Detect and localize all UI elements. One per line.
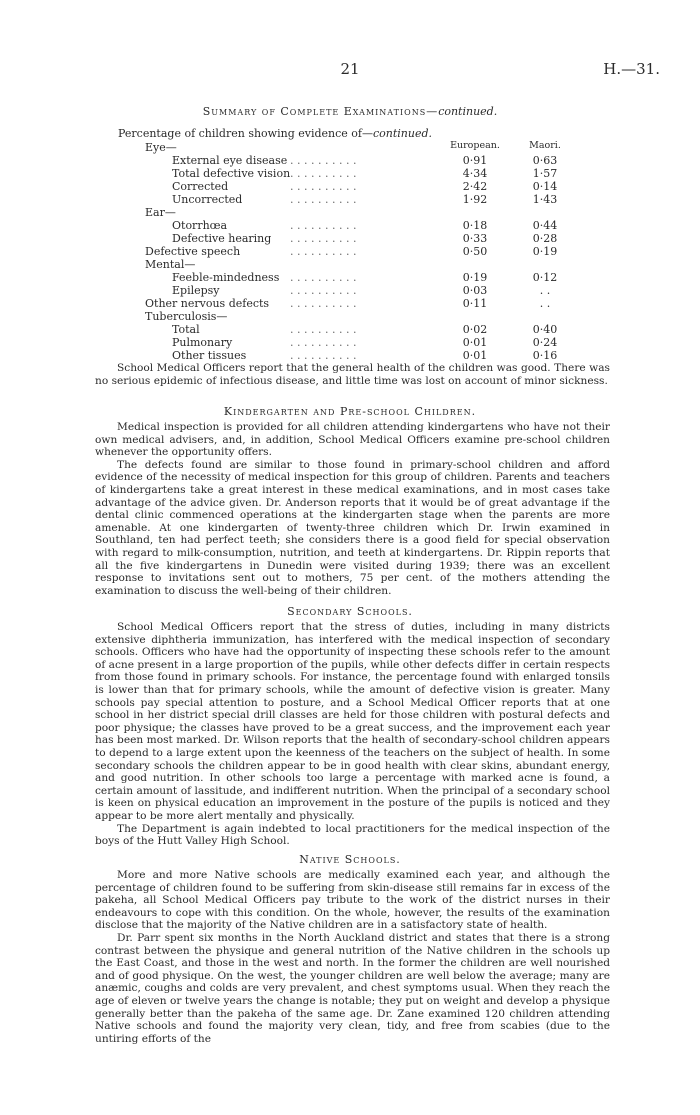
secondary-section bbox=[95, 621, 610, 848]
leader-dots: . . . . . . . . . . bbox=[290, 219, 357, 232]
table-cell-maori: 0·19 bbox=[532, 245, 558, 258]
table-row-label: Corrected bbox=[172, 180, 229, 193]
table-cell-european: 0·11 bbox=[462, 297, 488, 310]
secondary-paragraph: The Department is again indebted to local practitioners for the medical inspection of the boys of the Hutt Valley High School. bbox=[95, 822, 610, 848]
summary-subtitle bbox=[118, 127, 432, 140]
table-cell-european: 0·50 bbox=[462, 245, 488, 258]
group-label-eye: Eye— bbox=[145, 141, 177, 154]
secondary-title: Secondary Schools. bbox=[287, 605, 413, 618]
leader-dots: . . . . . . . . . . bbox=[290, 167, 357, 180]
leader-dots: . . . . . . . . . . bbox=[290, 349, 357, 362]
table-cell-maori: 0·40 bbox=[532, 323, 558, 336]
leader-dots: . . . . . . . . . . bbox=[290, 284, 357, 297]
table-cell-maori: 1·57 bbox=[532, 167, 558, 180]
column-header-maori: Maori. bbox=[529, 140, 561, 151]
table-row-label: Total defective vision bbox=[172, 167, 291, 180]
table-cell-european: 2·42 bbox=[462, 180, 488, 193]
summary-note bbox=[95, 362, 610, 387]
table-cell-european: 4·34 bbox=[462, 167, 488, 180]
table-row-label: Otorrhœa bbox=[172, 219, 228, 232]
table-cell-european: 0·19 bbox=[462, 271, 488, 284]
group-label-tuberculosis: Tuberculosis— bbox=[145, 310, 228, 323]
column-header-european: European. bbox=[450, 140, 500, 151]
native-section bbox=[95, 869, 610, 1045]
table-cell-european: 0·01 bbox=[462, 336, 488, 349]
table-cell-maori: 0·14 bbox=[532, 180, 558, 193]
summary-title-continued: continued. bbox=[438, 105, 498, 118]
leader-dots: . . . . . . . . . . bbox=[290, 323, 357, 336]
table-row-label: Epilepsy bbox=[172, 284, 220, 297]
table-cell-european: 0·18 bbox=[462, 219, 488, 232]
kindergarten-paragraph: The defects found are similar to those found in primary-school children and afford evidence of the necessity of medical inspection for this group of children. Parents and teachers of kindergartens take a great interest in these medical examinations, and in most cases take advantage of the advice given. Dr. Anderson reports that it would be of great advantage if the dental clinic commenced operations at the kindergarten stage when the parents are more amenable. At one kindergarten of twenty-three children which Dr. Irwin examined in Southland, ten had perfect teeth; she considers there is a good field for special observation with regard to milk-consumption, nutrition, and teeth at kindergartens. Dr. Rippin reports that all the five kindergartens in Dunedin were visited during 1939; there was an excellent response to invitations sent out to mothers, 75 per cent. of the mothers attending the examination to discuss the well-being of their children. bbox=[95, 458, 610, 597]
leader-dots: . . . . . . . . . . bbox=[290, 271, 357, 284]
table-row-label: Other tissues bbox=[172, 349, 247, 362]
leader-dots: . . . . . . . . . . bbox=[290, 232, 357, 245]
table-row-label: External eye disease bbox=[172, 154, 288, 167]
secondary-paragraph: School Medical Officers report that the stress of duties, including in many districts extensive diphtheria immunization, has interfered with the medical inspection of secondary schools. Officers who have had the opportunity of inspecting these schools refer to the amount of acne present in a large proportion of the pupils, while other defects differ in certain respects from those found in primary schools. For instance, the percentage found with enlarged tonsils is lower than that for primary schools, while the amount of defective vision is greater. Many schools pay special attention to posture, and a School Medical Officer reports that at one school in her district special drill classes are held for those children with postural defects and poor physique; the classes have proved to be a great success, and the improvement each year has been most marked. Dr. Wilson reports that the health of secondary-school children appears to depend to a large extent upon the keenness of the teachers on the subject of health. In some secondary schools the children appear to be in good health with clear skins, abundant energy, and good nutrition. In other schools too large a percentage with marked acne is found, a certain amount of lassitude, and indifferent nutrition. When the principal of a secondary school is keen on physical education an improvement in the posture of the pupils is noticed and they appear to be more alert mentally and physically. bbox=[95, 621, 611, 822]
leader-dots: . . . . . . . . . . bbox=[290, 193, 357, 206]
table-cell-maori: 0·28 bbox=[532, 232, 558, 245]
native-paragraph: Dr. Parr spent six months in the North Auckland district and states that there is a strong contrast between the physique and general nutrition of the Native children in the schools up the East Coast, and those in the west and north. In the former the children are well nourished and of good physique. On the west, the younger children are well below the average; many are anæmic, coughs and colds are very prevalent, and chest symptoms usual. When they reach the age of eleven or twelve years the change is notable; they put on weight and develop a physique generally better than the pakeha of the same age. Dr. Zane examined 120 children attending Native schools and found the majority very clean, tidy, and free from scabies (due to the untiring efforts of the bbox=[95, 931, 610, 1045]
table-row-label: Defective speech bbox=[145, 245, 241, 258]
summary-title-text: Summary of Complete Examinations bbox=[202, 105, 427, 118]
kindergarten-paragraph: Medical inspection is provided for all children attending kindergartens who have not their own medical advisers, and, in addition, School Medical Officers examine pre-school children whenever the opportunity offers. bbox=[95, 421, 610, 459]
table-cell-maori: 0·44 bbox=[532, 219, 558, 232]
table-row-label: Defective hearing bbox=[172, 232, 272, 245]
leader-dots: . . . . . . . . . . bbox=[290, 336, 357, 349]
group-label-mental: Mental— bbox=[145, 258, 196, 271]
table-row-label: Other nervous defects bbox=[145, 297, 270, 310]
document-reference: H.—31. bbox=[603, 60, 660, 78]
table-cell-european: 0·02 bbox=[462, 323, 488, 336]
table-cell-maori: 0·16 bbox=[532, 349, 558, 362]
leader-dots: . . . . . . . . . . bbox=[290, 154, 357, 167]
table-cell-maori: 0·63 bbox=[532, 154, 558, 167]
leader-dots: . . . . . . . . . . bbox=[290, 245, 357, 258]
summary-title: Summary of Complete Examinations—continued. bbox=[202, 105, 498, 118]
leader-dots: . . . . . . . . . . bbox=[290, 180, 357, 193]
table-cell-european: 0·33 bbox=[462, 232, 488, 245]
native-paragraph: More and more Native schools are medically examined each year, and although the percentage of children found to be suffering from skin-disease still remains far in excess of the pakeha, all School Medical Officers pay tribute to the work of the district nurses in their endeavours to cope with this condition. On the whole, however, the results of the examination disclose that the majority of the Native children are in a satisfactory state of health. bbox=[95, 869, 610, 932]
table-cell-maori: 0·24 bbox=[532, 336, 558, 349]
page-number: 21 bbox=[340, 60, 360, 78]
table-row-label: Total bbox=[172, 323, 200, 336]
table-cell-european: 0·91 bbox=[462, 154, 488, 167]
kindergarten-section bbox=[95, 421, 610, 597]
kindergarten-title: Kindergarten and Pre-school Children. bbox=[223, 405, 477, 418]
native-title: Native Schools. bbox=[299, 853, 401, 866]
summary-subtitle-text: Percentage of children showing evidence of— bbox=[118, 127, 373, 140]
table-cell-european: 0·01 bbox=[462, 349, 488, 362]
table-cell-maori: . . bbox=[539, 284, 551, 297]
table-row-label: Feeble-mindedness bbox=[172, 271, 280, 284]
group-label-ear: Ear— bbox=[145, 206, 176, 219]
table-cell-maori: . . bbox=[539, 297, 551, 310]
table-cell-maori: 0·12 bbox=[532, 271, 558, 284]
table-cell-european: 0·03 bbox=[462, 284, 488, 297]
table-cell-european: 1·92 bbox=[462, 193, 488, 206]
table-row-label: Pulmonary bbox=[172, 336, 233, 349]
table-row-label: Uncorrected bbox=[172, 193, 243, 206]
leader-dots: . . . . . . . . . . bbox=[290, 297, 357, 310]
summary-subtitle-continued: continued. bbox=[372, 127, 432, 140]
summary-note-text: School Medical Officers report that the general health of the children was good. There was no serious epidemic of infectious disease, and little time was lost on account of minor sickness. bbox=[95, 362, 610, 387]
table-cell-maori: 1·43 bbox=[532, 193, 558, 206]
